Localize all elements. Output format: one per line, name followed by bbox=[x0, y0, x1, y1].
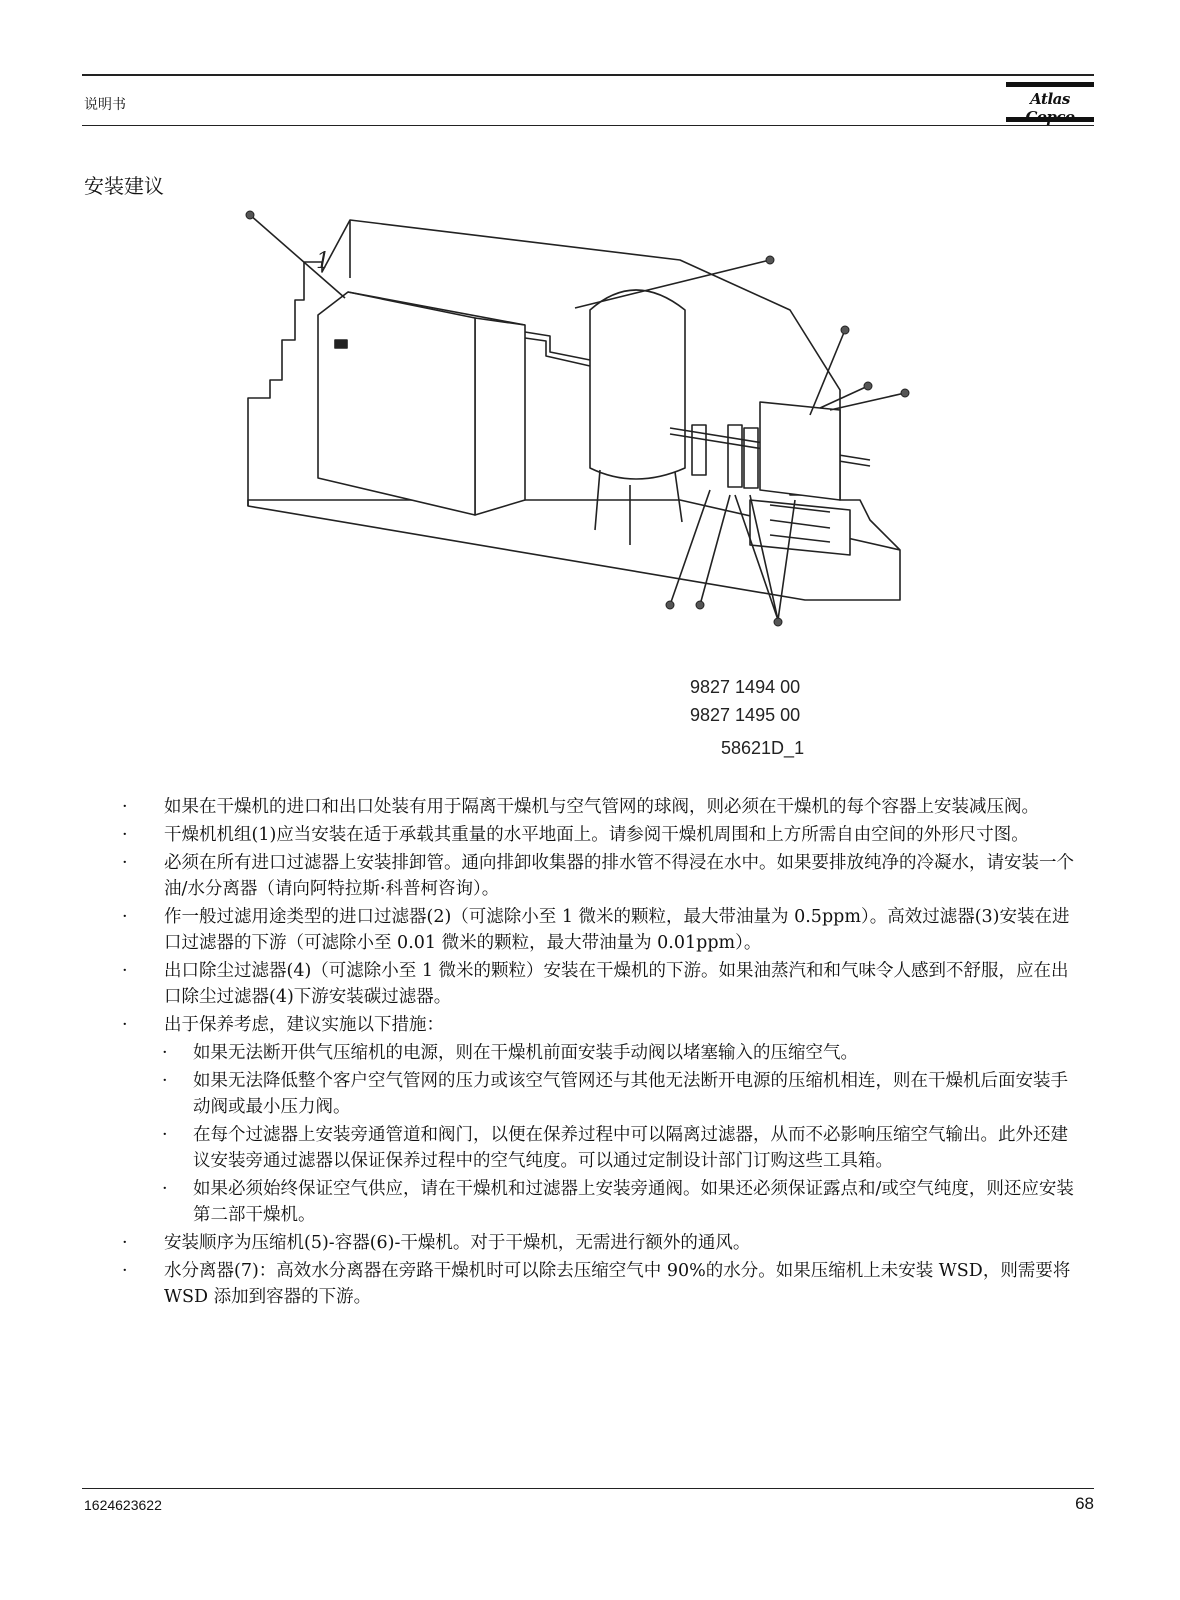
footer-doc-number: 1624623622 bbox=[84, 1497, 162, 1513]
list-item bbox=[118, 1176, 1078, 1228]
figure-code-1: 9827 1494 00 bbox=[690, 677, 801, 697]
list-item bbox=[118, 822, 1078, 848]
page-number: 68 bbox=[1075, 1494, 1094, 1513]
bullet-marker: · bbox=[122, 853, 128, 873]
header-title: 说明书 bbox=[84, 97, 126, 113]
footer-rule bbox=[82, 1488, 1094, 1489]
list-item-text: 安装顺序为压缩机(5)-容器(6)-干燥机。对于干燥机，无需进行额外的通风。 bbox=[164, 1233, 751, 1253]
bullet-marker: · bbox=[122, 1261, 128, 1281]
bullet-marker: · bbox=[162, 1179, 168, 1199]
callout-1-label: 1 bbox=[316, 249, 330, 274]
list-item-text: 必须在所有进口过滤器上安装排卸管。通向排卸收集器的排水管不得浸在水中。如果要排放纯净的冷凝水，请安装一个油/水分离器（请向阿特拉斯·科普柯咨询）。 bbox=[164, 853, 1074, 899]
list-item-text: 水分离器(7)：高效水分离器在旁路干燥机时可以除去压缩空气中 90%的水分。如果压缩机上未安装 WSD，则需要将 WSD 添加到容器的下游。 bbox=[164, 1261, 1071, 1307]
atlas-copco-logo bbox=[1006, 82, 1094, 124]
bullet-marker: · bbox=[162, 1125, 168, 1145]
bullet-marker: · bbox=[122, 907, 128, 927]
list-item-text: 如果无法断开供气压缩机的电源，则在干燥机前面安装手动阀以堵塞输入的压缩空气。 bbox=[193, 1043, 858, 1063]
list-item bbox=[118, 1258, 1078, 1310]
bullet-marker: · bbox=[122, 797, 128, 817]
list-item bbox=[118, 1122, 1078, 1174]
bullet-marker: · bbox=[162, 1043, 168, 1063]
logo-bar-top bbox=[1006, 82, 1094, 87]
list-item-text: 如果无法降低整个客户空气管网的压力或该空气管网还与其他无法断开电源的压缩机相连，则在干燥机后面安装手动阀或最小压力阀。 bbox=[193, 1071, 1068, 1117]
list-item bbox=[118, 1230, 1078, 1256]
header-rule-top bbox=[82, 74, 1094, 76]
bullet-marker: · bbox=[122, 825, 128, 845]
list-item bbox=[118, 794, 1078, 820]
bullet-marker: · bbox=[122, 1015, 128, 1035]
figure-code-3: 58621D_1 bbox=[721, 738, 805, 758]
list-item bbox=[118, 1068, 1078, 1120]
list-item-text: 在每个过滤器上安装旁通管道和阀门，以便在保养过程中可以隔离过滤器，从而不必影响压缩空气输出。此外还建议安装旁通过滤器以保证保养过程中的空气纯度。可以通过定制设计部门订购这些工具箱。 bbox=[193, 1125, 1068, 1171]
receiver-tank bbox=[590, 290, 685, 479]
section-title: 安装建议 bbox=[84, 174, 164, 198]
list-item-text: 干燥机机组(1)应当安装在适于承载其重量的水平地面上。请参阅干燥机周围和上方所需自由空间的外形尺寸图。 bbox=[164, 825, 1029, 845]
list-item-text: 如果必须始终保证空气供应，请在干燥机和过滤器上安装旁通阀。如果还必须保证露点和/或空气纯度，则还应安装第二部干燥机。 bbox=[193, 1179, 1074, 1225]
bullet-marker: · bbox=[122, 961, 128, 981]
list-item-text: 出于保养考虑，建议实施以下措施： bbox=[164, 1015, 444, 1035]
list-item-text: 作一般过滤用途类型的进口过滤器(2)（可滤除小至 1 微米的颗粒，最大带油量为 0.5ppm）。高效过滤器(3)安装在进口过滤器的下游（可滤除小至 0.01 微米的颗粒，最大带油量为 0.01ppm）。 bbox=[164, 907, 1070, 953]
list-item bbox=[118, 904, 1078, 956]
list-item bbox=[118, 1040, 1078, 1066]
list-item bbox=[118, 1012, 1078, 1038]
bullet-marker: · bbox=[162, 1071, 168, 1091]
list-item bbox=[118, 850, 1078, 902]
bullet-marker: · bbox=[122, 1233, 128, 1253]
filter-dryer-assembly bbox=[670, 402, 870, 555]
installation-diagram bbox=[230, 200, 930, 650]
logo-text: Atlas bbox=[1030, 90, 1070, 108]
recommendation-list bbox=[118, 794, 1078, 1312]
list-item bbox=[118, 958, 1078, 1010]
logo-bar-bottom bbox=[1006, 117, 1094, 122]
header-rule-bottom bbox=[82, 125, 1094, 126]
figure-code-2: 9827 1495 00 bbox=[690, 705, 801, 725]
list-item-text: 如果在干燥机的进口和出口处装有用于隔离干燥机与空气管网的球阀，则必须在干燥机的每个容器上安装减压阀。 bbox=[164, 797, 1039, 817]
list-item-text: 出口除尘过滤器(4)（可滤除小至 1 微米的颗粒）安装在干燥机的下游。如果油蒸汽和和气味令人感到不舒服，应在出口除尘过滤器(4)下游安装碳过滤器。 bbox=[164, 961, 1069, 1007]
